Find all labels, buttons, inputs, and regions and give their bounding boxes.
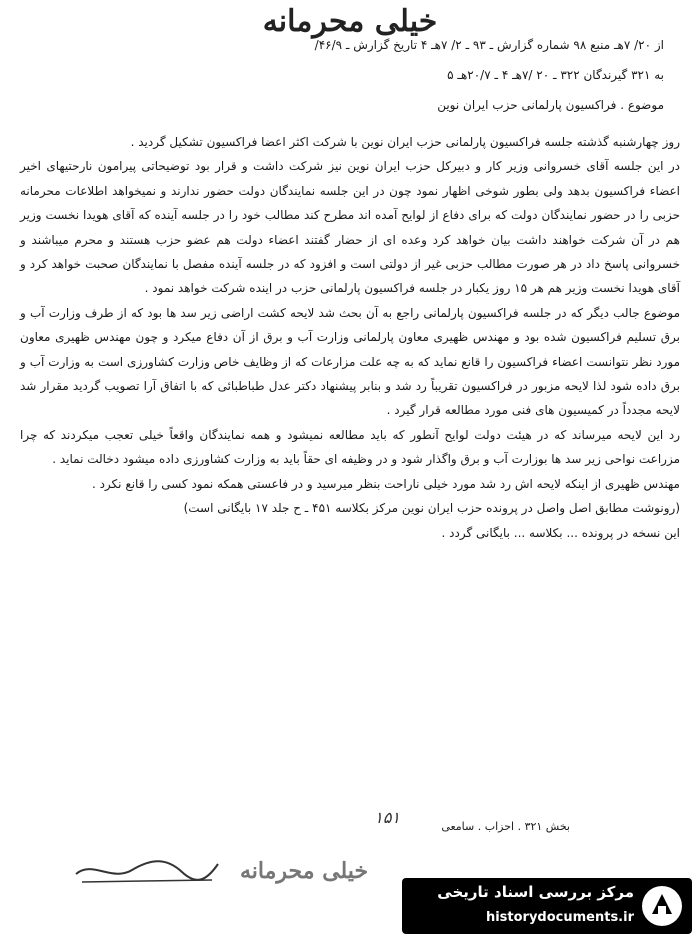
watermark-name: مرکز بررسی اسناد تاریخی (437, 883, 634, 901)
handwritten-reference: ۱۵۱ (374, 808, 400, 827)
paragraph-5: مهندس ظهیری از اینکه لایحه اش رد شد مورد خیلی ناراحت بنظر میرسید و در فاعستی همکه نمود کسی را قانع نکرد . (91, 476, 680, 491)
copy-note: (رونوشت مطابق اصل واصل در پرونده حزب ایران نوین مرکز بکلاسه ۴۵۱ ـ ح جلد ۱۷ بایگانی است) (183, 501, 680, 516)
signature-line: بخش ۳۲۱ . احزاب . سامعی (441, 820, 570, 833)
watermark-url: historydocuments.ir (485, 910, 634, 925)
paragraph-4: رد این لایحه میرساند که در هیئت دولت لوایح آنطور که باید مطالعه نمیشود و همه نمایندگان واقعاً خیلی تعجب میکردند که چرا مزراعت نواحی زیر سد ها بوزارت آب و برق واگذار شود و در وظیفه ای حقاً باید به وزارت کشاورزی داده میشود دخالت نماید . (20, 427, 680, 467)
paragraph-1: روز چهارشنبه گذشته جلسه فراکسیون پارلمانی حزب ایران نوین با شرکت اکثر اعضا فراکسیون تشکیل گردید . (130, 135, 680, 149)
document-body (20, 130, 680, 545)
paragraph-3: موضوع جالب دیگر که در جلسه فراکسیون پارلمانی راجع به آن بحث شد لایحه کشت اراضی زیر سد ها بود که از طرف وزارت آب و برق تسلیم فراکسیون شده بود و مهندس ظهیری معاون پارلمانی وزارت آب و برق از آن دفاع میکرد و چون مهندس ظهیری معاون مورد نظر نتوانست اعضاء فراکسیون را قانع نماید که به چه علت مزارعات که از وظایف خاص وزارت کشاورزی است به وزارت آب و برق داده شود لذا لایحه مزبور در فراکسیون تقریباً رد شد و بنابر پیشنهاد دکتر عدل طباطبائی که با اتفاق آرا تصویب گردید مقرار شد لایحه مجدداً در کمیسیون های فنی مورد مطالعه قرار گیرد . (20, 305, 680, 418)
bottom-classification-stamp: خیلی محرمانه (240, 858, 369, 884)
archive-watermark (402, 878, 692, 934)
archive-line: این نسخه در پرونده ... بکلاسه ... بایگانی گردد . (441, 525, 680, 540)
top-classification-stamp: خیلی محرمانه (262, 4, 438, 39)
report-header-line-2: به ۳۲۱ گیرندگان ۳۲۲ ـ ۲۰ /۷هـ ۴ ـ ۲۰/۷هـ ۵ (447, 68, 664, 82)
report-header-line-1: از ۲۰/ ۷هـ منبع ۹۸ شماره گزارش ـ ۹۳ ـ ۲/ ۷هـ ۴ تاریخ گزارش ـ ۴۶/۹/ (314, 38, 664, 52)
subject-line: موضوع . فراکسیون پارلمانی حزب ایران نوین (437, 98, 664, 112)
archive-logo-icon (640, 884, 684, 928)
paragraph-2: در این جلسه آقای خسروانی وزیر کار و دبیرکل حزب ایران نوین نیز شرکت داشت و قرار بود توضیحاتی پیرامون نارحتیهای اخیر اعضاء فراکسیون بدهد ولی بطور شوخی اظهار نمود چون در این جلسه نمایندگان دولت حضور ندارند و نمیخواهد اطلاعات محرمانه حزبی را در حضور نمایندگان دولت که برای دفاع از لوایح آمده اند مطرح کند مطالب خود را در جلسه آینده که آقای هویدا نخست وزیر هم در آن شرکت خواهند داشت بیان خواهد کرد وعده ای از حضار گفتند اعضاء دولت هم عضو حزب هستند و محرم میباشند و خسروانی پاسخ داد در هر صورت مطالب حزبی غیر از دولتی است و افزود که در جلسه آینده مفصل با نمایندگان صحبت خواهد کرد و آقای هویدا نخست وزیر هم هر ۱۵ روز یکبار در جلسه فراکسیون پارلمانی حزب در اینده شرکت خواهد نمود . (20, 159, 680, 296)
handwritten-scribble-icon (72, 852, 222, 888)
